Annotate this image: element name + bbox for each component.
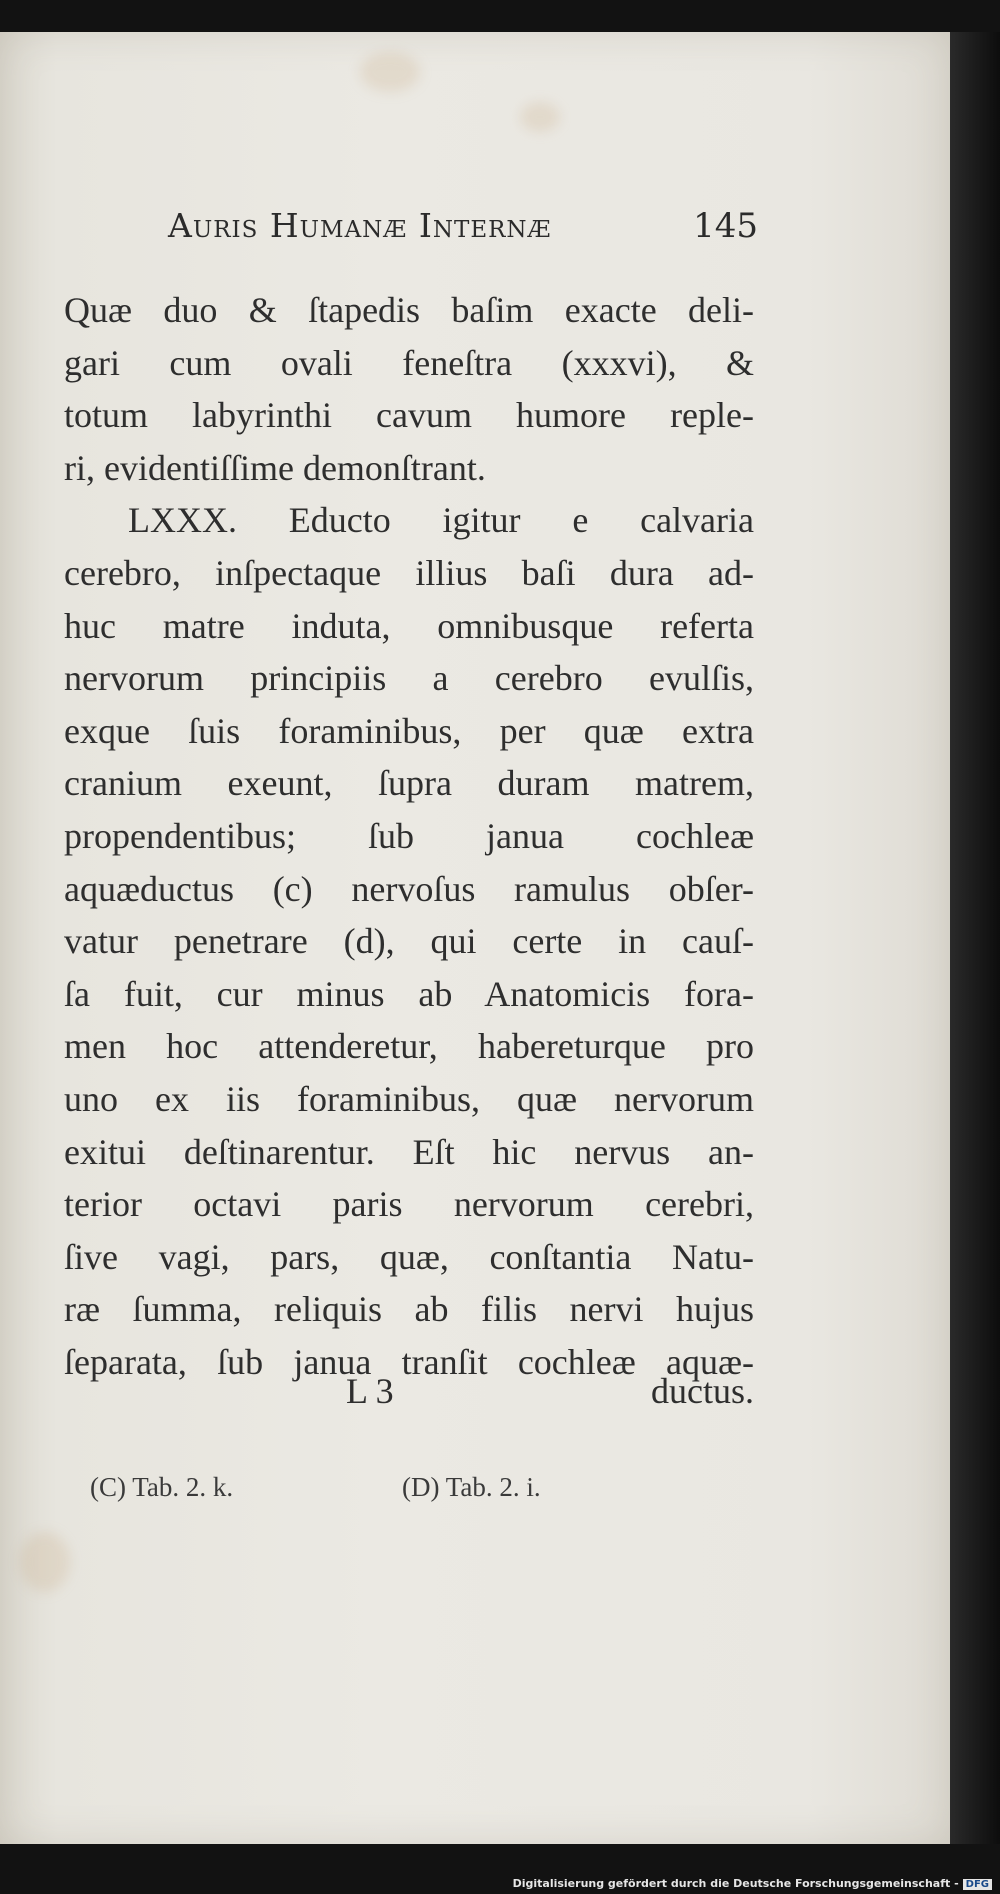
text-line: exque ſuis foraminibus, per quæ extra	[64, 710, 754, 751]
section-start-line: LXXX. Educto igitur e calvaria	[128, 500, 754, 541]
footnote-c: (C) Tab. 2. k.	[90, 1472, 234, 1502]
text-line: aquæductus (c) nervoſus ramulus obſer-	[64, 868, 754, 909]
page-header	[168, 206, 758, 254]
text-line: terior octavi paris nervorum cerebri,	[64, 1184, 754, 1225]
page-number: 145	[693, 206, 758, 246]
text-line: huc matre induta, omnibusque referta	[64, 605, 754, 646]
text-line: cranium exeunt, ſupra duram matrem,	[64, 763, 754, 804]
book-edge	[950, 32, 1000, 1844]
signature-mark: L 3	[346, 1371, 394, 1411]
paper-page	[0, 32, 950, 1844]
text-line: ſeparata, ſub janua tranſit cochleæ aquæ-	[64, 1341, 754, 1382]
text-line: ſa fuit, cur minus ab Anatomicis fora-	[64, 973, 754, 1014]
text-line: gari cum ovali feneſtra (xxxvi), &	[64, 342, 754, 383]
text-line: ſive vagi, pars, quæ, conſtantia Natu-	[64, 1236, 754, 1277]
text-line: uno ex iis foraminibus, quæ nervorum	[64, 1078, 754, 1119]
text-line: totum labyrinthi cavum humore reple-	[64, 395, 754, 436]
text-line: vatur penetrare (d), qui certe in cauſ-	[64, 921, 754, 962]
text-line: ræ ſumma, reliquis ab filis nervi hujus	[64, 1289, 754, 1330]
text-line: cerebro, inſpectaque illius baſi dura ad-	[64, 552, 754, 593]
text-line: men hoc attenderetur, habereturque pro	[64, 1026, 754, 1067]
paper-stain	[520, 102, 560, 132]
paper-stain	[360, 52, 420, 92]
text-line: ri, evidentiſſime demonſtrant.	[64, 447, 486, 488]
paper-stain	[20, 1532, 70, 1592]
body-text	[64, 284, 754, 1388]
catchword: ductus.	[651, 1371, 754, 1411]
dfg-logo-icon: DFG	[963, 1879, 992, 1890]
text-line: nervorum principiis a cerebro evulſis,	[64, 658, 754, 699]
credit-text: Digitalisierung gefördert durch die Deutsche Forschungsgemeinschaft -	[512, 1877, 959, 1890]
text-line: propendentibus; ſub janua cochleæ	[64, 815, 754, 856]
digitization-credit	[513, 1877, 992, 1890]
footnote-d: (D) Tab. 2. i.	[402, 1472, 541, 1502]
text-line: exitui deſtinarentur. Eſt hic nervus an-	[64, 1131, 754, 1172]
signature-line	[64, 1370, 754, 1422]
text-line: Quæ duo & ſtapedis baſim exacte deli-	[64, 290, 754, 330]
running-title: Auris Humanæ Internæ	[168, 206, 552, 245]
